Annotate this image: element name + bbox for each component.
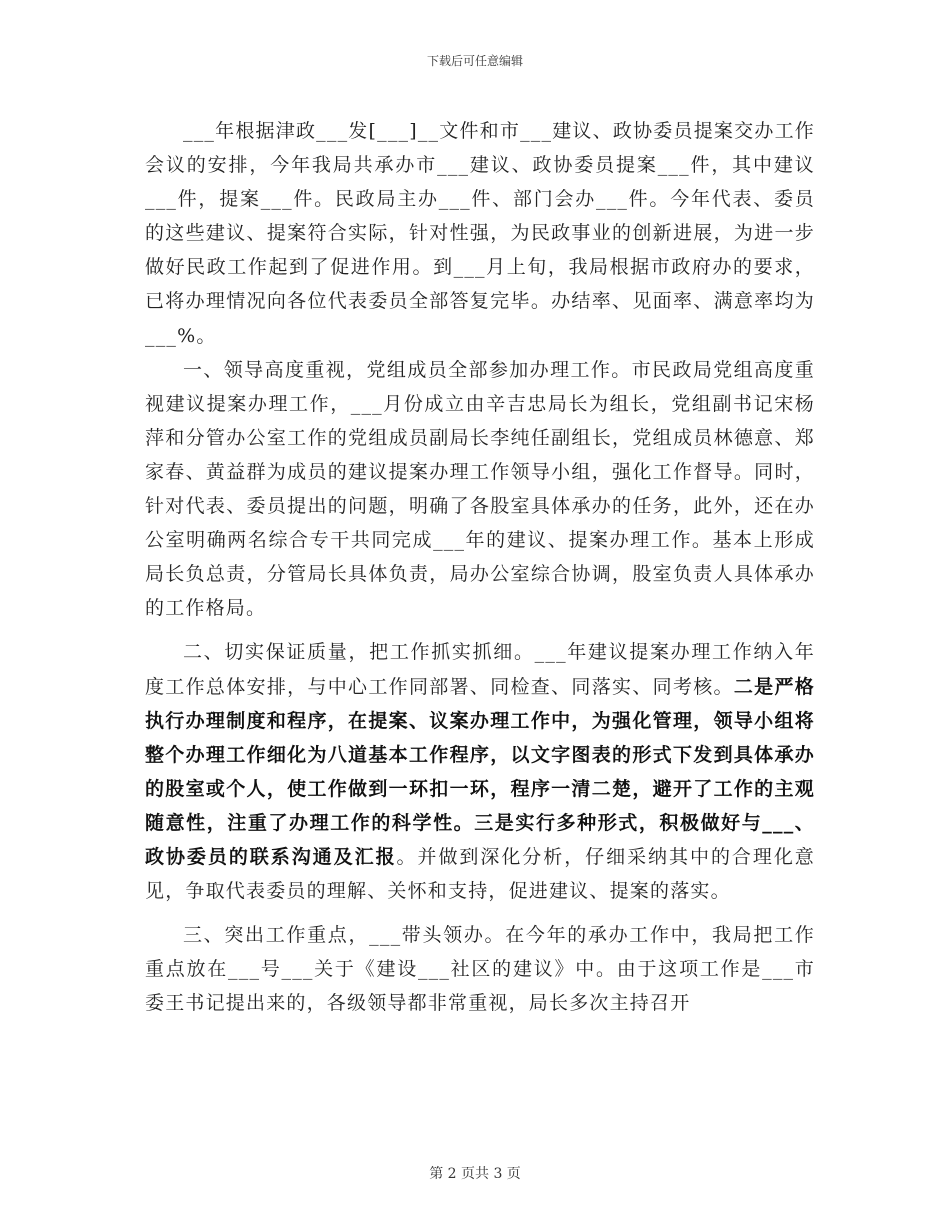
paragraph-quality-bold: 二是严格执行办理制度和程序，在提案、议案办理工作中，为强化管理，领导小组将整个办理工作细化为八道基本工作程序，以文字图表的形式下发到具体承办的股室或个人，使工作做到一环扣一环，程序一清二楚，避开了工作的主观随意性，注重了办理工作的科学性。三是实行多种形式，积极做好与___、政协委员的联系沟通及汇报 [145, 675, 815, 868]
paragraph-quality-plain: 二、切实保证质量，把工作抓实抓细。___年建议提案办理工作纳入年度工作总体安排，与中心工作同部署、同检查、同落实、同考核。 [145, 641, 815, 698]
document-body [145, 114, 815, 1020]
page-number: 第 2 页共 3 页 [429, 1166, 521, 1182]
paragraph-quality [145, 635, 815, 908]
page-header-note: 下载后可任意编辑 [426, 54, 523, 68]
paragraph-intro: ___年根据津政___发[___]__文件和市___建议、政协委员提案交办工作会议的安排，今年我局共承办市___建议、政协委员提案___件，其中建议___件，提案___件。民政局主办___件、部门会办___件。今年代表、委员的这些建议、提案符合实际，针对性强，为民政事业的创新进展，为进一步做好民政工作起到了促进作用。到___月上旬，我局根据市政府办的要求，已将办理情况向各位代表委员全部答复完毕。办结率、见面率、满意率均为___%。 [145, 120, 815, 347]
paragraph-leadership: 一、领导高度重视，党组成员全部参加办理工作。市民政局党组高度重视建议提案办理工作，___月份成立由辛吉忠局长为组长，党组副书记宋杨萍和分管办公室工作的党组成员副局长李纯任副组长，党组成员林德意、郑家春、黄益群为成员的建议提案办理工作领导小组，强化工作督导。同时，针对代表、委员提出的问题，明确了各股室具体承办的任务，此外，还在办公室明确两名综合专干共同完成___年的建议、提案办理工作。基本上形成局长负总责，分管局长具体负责，局办公室综合协调，股室负责人具体承办的工作格局。 [145, 358, 815, 620]
paragraph-quality-tail: 。并做到深化分析，仔细采纳其中的合理化意见，争取代表委员的理解、关怀和支持，促进建议、提案的落实。 [145, 845, 815, 903]
paragraph-focus: 三、突出工作重点，___带头领办。在今年的承办工作中，我局把工作重点放在___号___关于《建设___社区的建议》中。由于这项工作是___市委王书记提出来的，各级领导都非常重视，局长多次主持召开 [145, 924, 815, 1015]
